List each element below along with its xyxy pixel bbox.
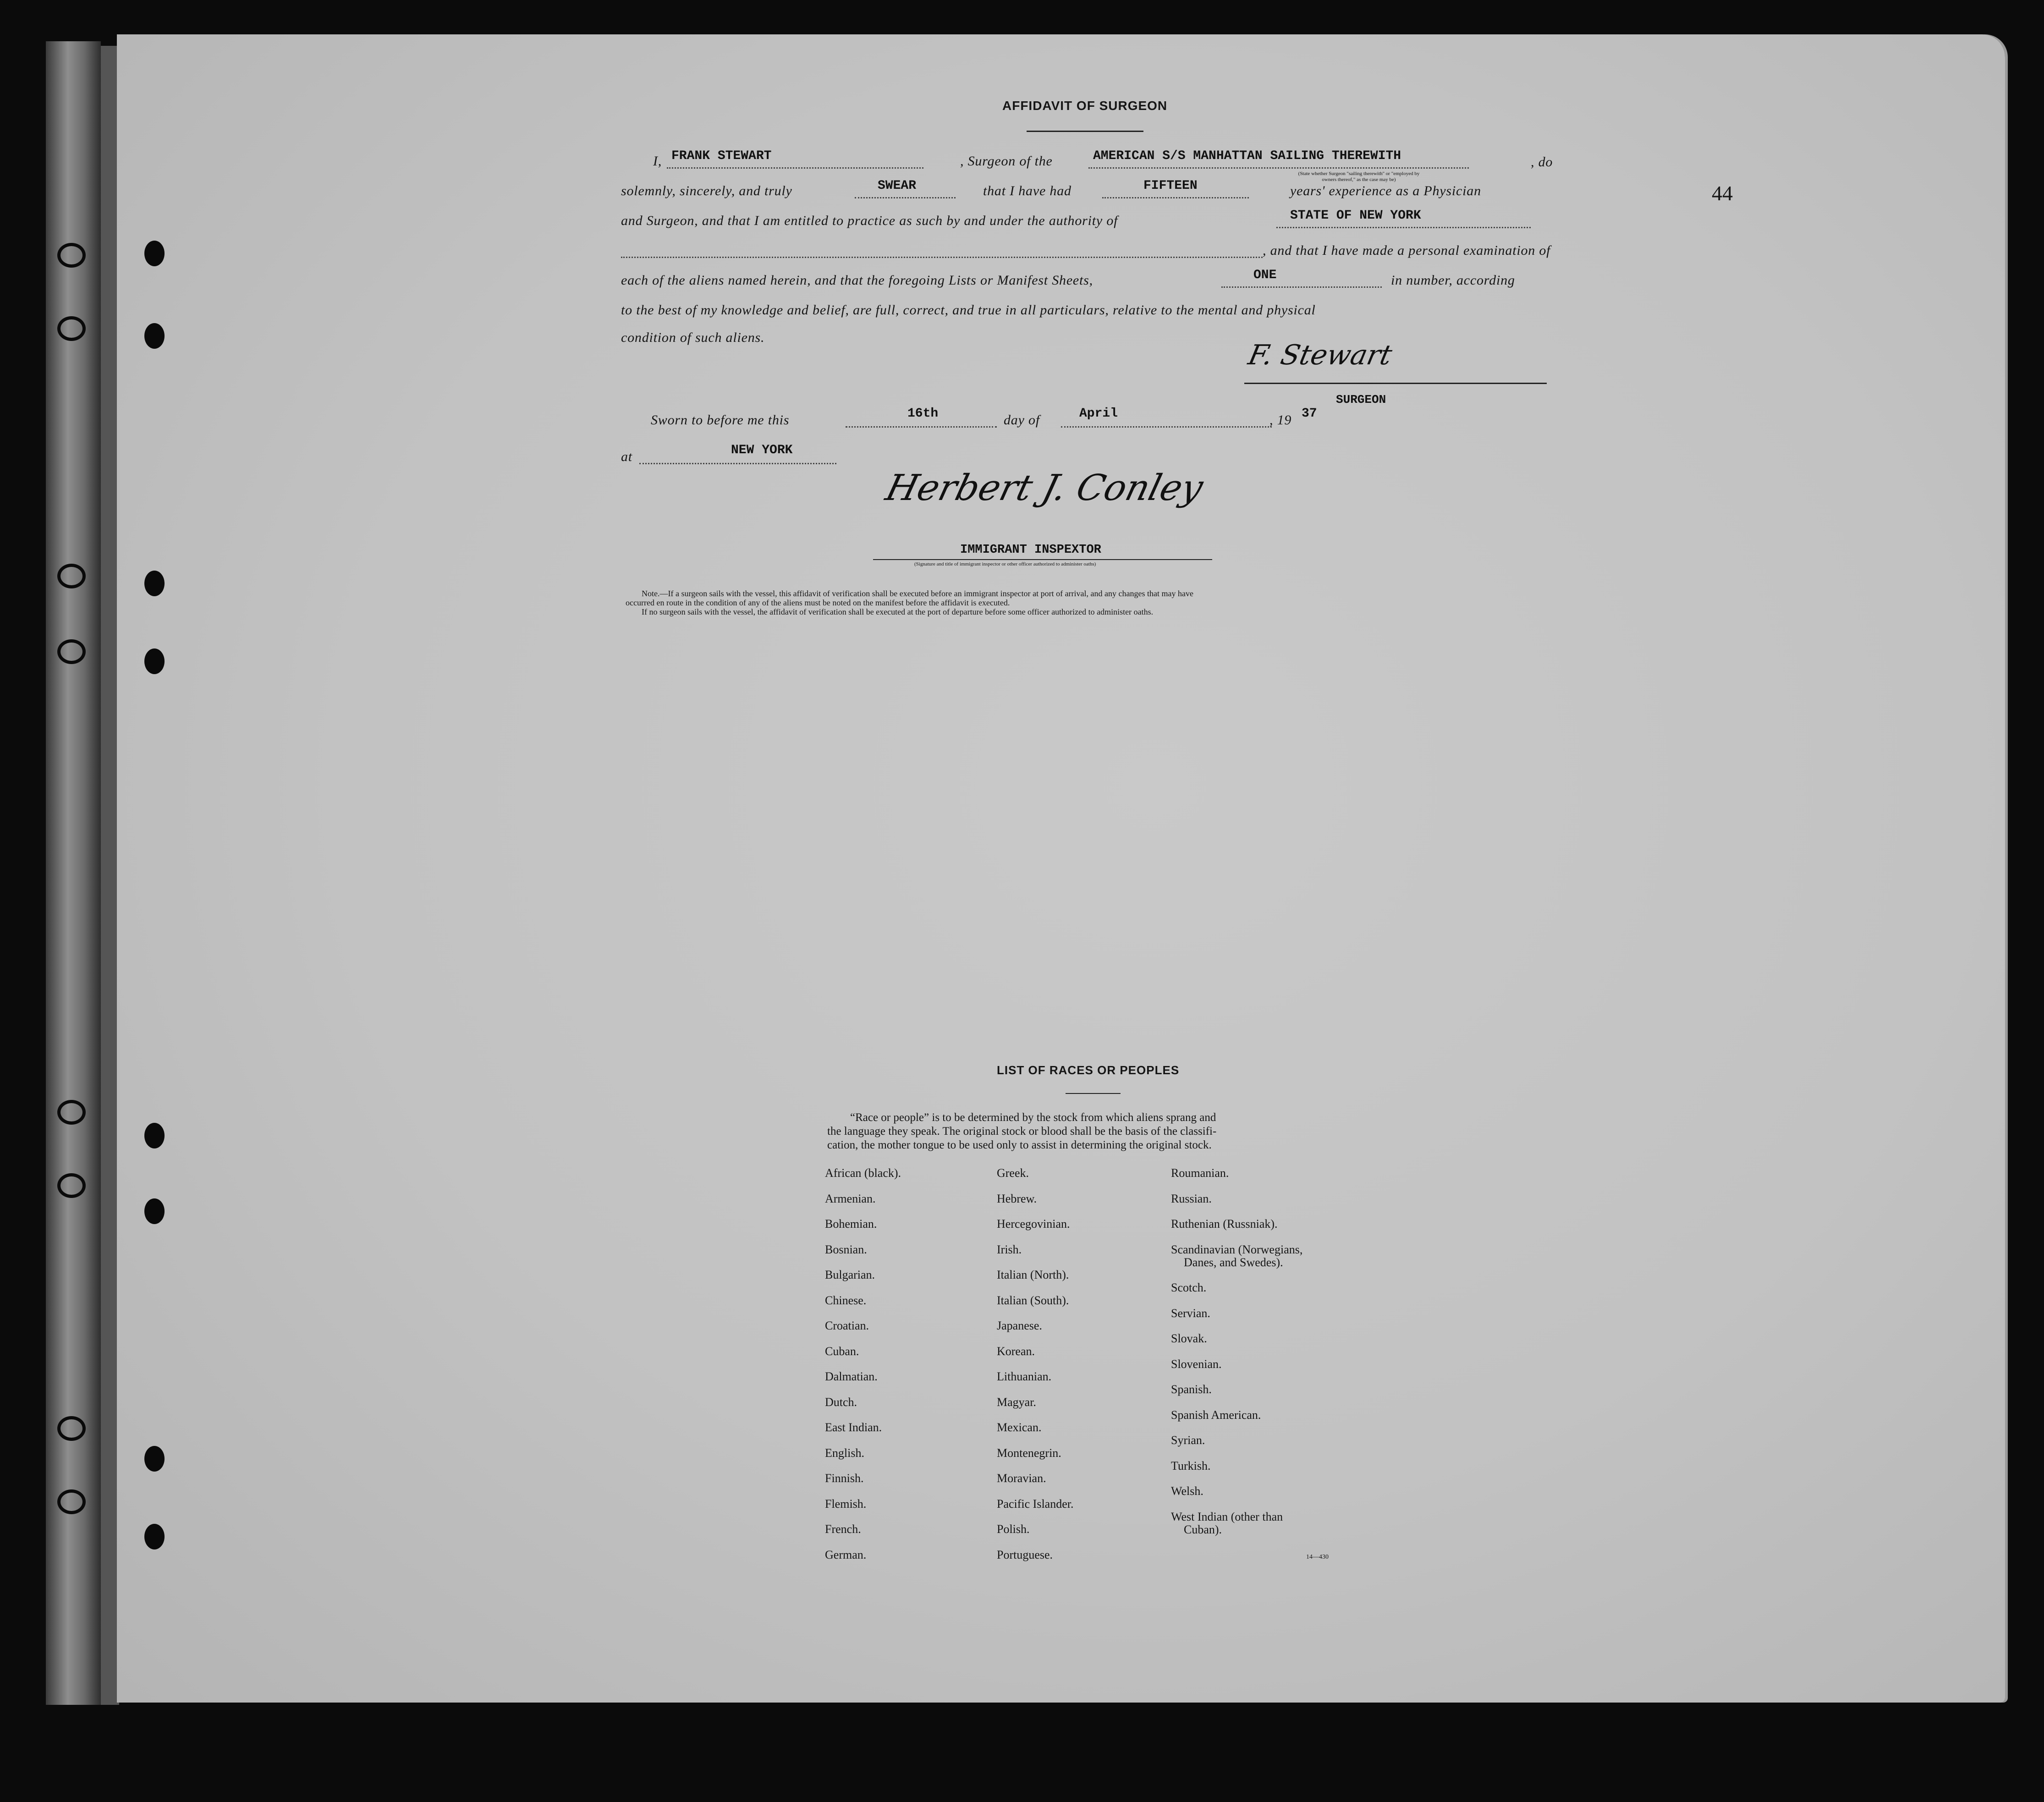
line7: condition of such aliens. xyxy=(621,330,765,345)
race-item: Danes, and Swedes). xyxy=(1184,1255,1283,1269)
line1-prefix: I, xyxy=(653,154,662,169)
fill-line xyxy=(621,257,1263,258)
binder-ring-icon xyxy=(57,243,86,268)
races-intro-3: cation, the mother tongue to be used only to assist in determining the original stock. xyxy=(827,1139,1212,1151)
place-field: NEW YORK xyxy=(731,443,793,457)
at-label: at xyxy=(621,449,632,464)
binder-ring-icon xyxy=(57,316,86,341)
race-item: Hercegovinian. xyxy=(997,1217,1070,1231)
race-item: Cuban). xyxy=(1184,1522,1222,1536)
line5-prefix: each of the aliens named herein, and that the foregoing Lists or Manifest Sheets, xyxy=(621,273,1093,288)
day-field: 16th xyxy=(907,407,939,421)
race-item: Armenian. xyxy=(825,1192,876,1205)
race-item: English. xyxy=(825,1446,864,1460)
race-item: Croatian. xyxy=(825,1319,869,1332)
race-item: East Indian. xyxy=(825,1421,882,1434)
line1-end: , do xyxy=(1531,154,1553,170)
race-item: Dutch. xyxy=(825,1395,857,1409)
surgeon-name-field: FRANK STEWART xyxy=(671,149,772,163)
fill-line xyxy=(1061,426,1272,428)
line2-prefix: solemnly, sincerely, and truly xyxy=(621,183,792,198)
years-field: FIFTEEN xyxy=(1143,179,1198,193)
affidavit-title: AFFIDAVIT OF SURGEON xyxy=(1002,99,1168,113)
punch-hole-icon xyxy=(144,571,165,596)
vessel-field: AMERICAN S/S MANHATTAN SAILING THEREWITH xyxy=(1093,149,1401,163)
page-number: 44 xyxy=(1712,181,1733,205)
race-item: Magyar. xyxy=(997,1395,1036,1409)
race-item: Ruthenian (Russniak). xyxy=(1171,1217,1278,1231)
race-item: Dalmatian. xyxy=(825,1370,878,1383)
race-item: Welsh. xyxy=(1171,1484,1203,1498)
race-item: West Indian (other than xyxy=(1171,1510,1283,1523)
punch-hole-icon xyxy=(144,1524,165,1549)
race-item: Scotch. xyxy=(1171,1281,1207,1294)
races-column-2 xyxy=(997,1166,1074,1573)
title-rule xyxy=(1027,131,1143,132)
note-line-2: occurred en route in the condition of any of the aliens must be noted on the manifest before the affidavit is executed. xyxy=(626,598,1010,607)
authority-field: STATE OF NEW YORK xyxy=(1290,209,1421,223)
binder-ring-icon xyxy=(57,1416,86,1441)
year-field: 37 xyxy=(1302,407,1317,421)
races-column-1 xyxy=(825,1166,901,1573)
races-intro-2: the language they speak. The original stock or blood shall be the basis of the classifi- xyxy=(827,1125,1217,1137)
fill-line xyxy=(1276,227,1531,228)
race-item: Moravian. xyxy=(997,1472,1046,1485)
race-item: Cuban. xyxy=(825,1344,859,1358)
binder-strip xyxy=(101,46,119,1705)
inspector-title: IMMIGRANT INSPEXTOR xyxy=(960,543,1101,557)
sheets-field: ONE xyxy=(1253,268,1277,282)
inspector-signature: Herbert J. Conley xyxy=(881,467,1208,509)
fill-line xyxy=(855,197,956,198)
line6: to the best of my knowledge and belief, are full, correct, and true in all particulars, relative to the mental and physical xyxy=(621,302,1316,318)
punch-hole-icon xyxy=(144,323,165,349)
line1-mid: , Surgeon of the xyxy=(960,154,1053,169)
fill-line xyxy=(667,167,923,169)
races-intro-1: “Race or people” is to be determined by the stock from which aliens sprang and xyxy=(850,1111,1216,1124)
race-item: Spanish. xyxy=(1171,1383,1212,1396)
race-item: Finnish. xyxy=(825,1472,864,1485)
race-item: Chinese. xyxy=(825,1293,867,1307)
races-title-rule xyxy=(1066,1093,1121,1094)
month-field: April xyxy=(1079,407,1118,421)
form-number: 14—430 xyxy=(1306,1554,1329,1560)
race-item: Polish. xyxy=(997,1522,1030,1536)
race-item: Russian. xyxy=(1171,1192,1212,1205)
fill-line xyxy=(846,426,997,428)
binder-edge xyxy=(46,41,101,1705)
race-item: Bulgarian. xyxy=(825,1268,875,1281)
race-item: Bosnian. xyxy=(825,1242,867,1256)
line2-end: years' experience as a Physician xyxy=(1290,183,1481,198)
race-item: Lithuanian. xyxy=(997,1370,1052,1383)
races-title: LIST OF RACES OR PEOPLES xyxy=(997,1063,1180,1077)
line2-mid: that I have had xyxy=(983,183,1071,198)
race-item: Slovenian. xyxy=(1171,1357,1222,1371)
punch-hole-icon xyxy=(144,1198,165,1224)
race-item: Spanish American. xyxy=(1171,1408,1261,1422)
race-item: Roumanian. xyxy=(1171,1166,1229,1180)
race-item: Mexican. xyxy=(997,1421,1042,1434)
race-item: Bohemian. xyxy=(825,1217,877,1231)
fill-line xyxy=(1102,197,1249,198)
swear-field: SWEAR xyxy=(878,179,917,193)
race-item: African (black). xyxy=(825,1166,901,1180)
binder-ring-icon xyxy=(57,1173,86,1198)
race-item: French. xyxy=(825,1522,861,1536)
binder-ring-icon xyxy=(57,1489,86,1514)
race-item: Hebrew. xyxy=(997,1192,1037,1205)
binder-ring-icon xyxy=(57,1100,86,1125)
race-item: German. xyxy=(825,1548,867,1561)
line4-end: , and that I have made a personal examination of xyxy=(1263,243,1551,258)
fill-line xyxy=(639,463,836,464)
race-item: Greek. xyxy=(997,1166,1029,1180)
binder-ring-icon xyxy=(57,639,86,664)
signature-line xyxy=(1244,383,1547,384)
race-item: Flemish. xyxy=(825,1497,867,1511)
race-item: Portuguese. xyxy=(997,1548,1053,1561)
race-item: Slovak. xyxy=(1171,1332,1207,1345)
punch-hole-icon xyxy=(144,648,165,674)
race-item: Italian (South). xyxy=(997,1293,1069,1307)
race-item: Servian. xyxy=(1171,1306,1210,1320)
punch-hole-icon xyxy=(144,1123,165,1148)
race-item: Pacific Islander. xyxy=(997,1497,1074,1511)
line5-end: in number, according xyxy=(1391,273,1515,288)
fill-line xyxy=(1221,286,1382,288)
note-line-3: If no surgeon sails with the vessel, the affidavit of verification shall be executed at the port of departure before some officer authorized to administer oaths. xyxy=(642,607,1154,616)
surgeon-signature: F. Stewart xyxy=(1245,339,1395,371)
vessel-hint: (State whether Surgeon "sailing therewith" or "employed by owners thereof," as the case may be) xyxy=(1298,171,1420,182)
binder-ring-icon xyxy=(57,564,86,588)
inspector-hint: (Signature and title of immigrant inspector or other officer authorized to administer oaths) xyxy=(914,561,1096,567)
race-item: Japanese. xyxy=(997,1319,1042,1332)
race-item: Irish. xyxy=(997,1242,1022,1256)
races-column-3 xyxy=(1171,1166,1302,1548)
line3-prefix: and Surgeon, and that I am entitled to practice as such by and under the authority of xyxy=(621,213,1118,228)
sworn-prefix: Sworn to before me this xyxy=(651,412,790,428)
race-item: Montenegrin. xyxy=(997,1446,1061,1460)
day-of-label: day of xyxy=(1004,412,1040,428)
race-item: Turkish. xyxy=(1171,1459,1211,1472)
note-line-1: Note.—If a surgeon sails with the vessel, this affidavit of verification shall be executed before an immigrant inspector at port of arrival, and any changes that may have xyxy=(642,589,1193,598)
race-item: Scandinavian (Norwegians, xyxy=(1171,1242,1303,1256)
year-prefix: , 19 xyxy=(1269,412,1292,428)
document-page xyxy=(117,34,2005,1703)
fill-line xyxy=(1088,167,1469,169)
race-item: Italian (North). xyxy=(997,1268,1069,1281)
race-item: Korean. xyxy=(997,1344,1035,1358)
punch-hole-icon xyxy=(144,1446,165,1472)
surgeon-label: SURGEON xyxy=(1336,393,1386,407)
race-item: Syrian. xyxy=(1171,1434,1205,1447)
punch-hole-icon xyxy=(144,241,165,266)
inspector-line xyxy=(873,559,1212,560)
